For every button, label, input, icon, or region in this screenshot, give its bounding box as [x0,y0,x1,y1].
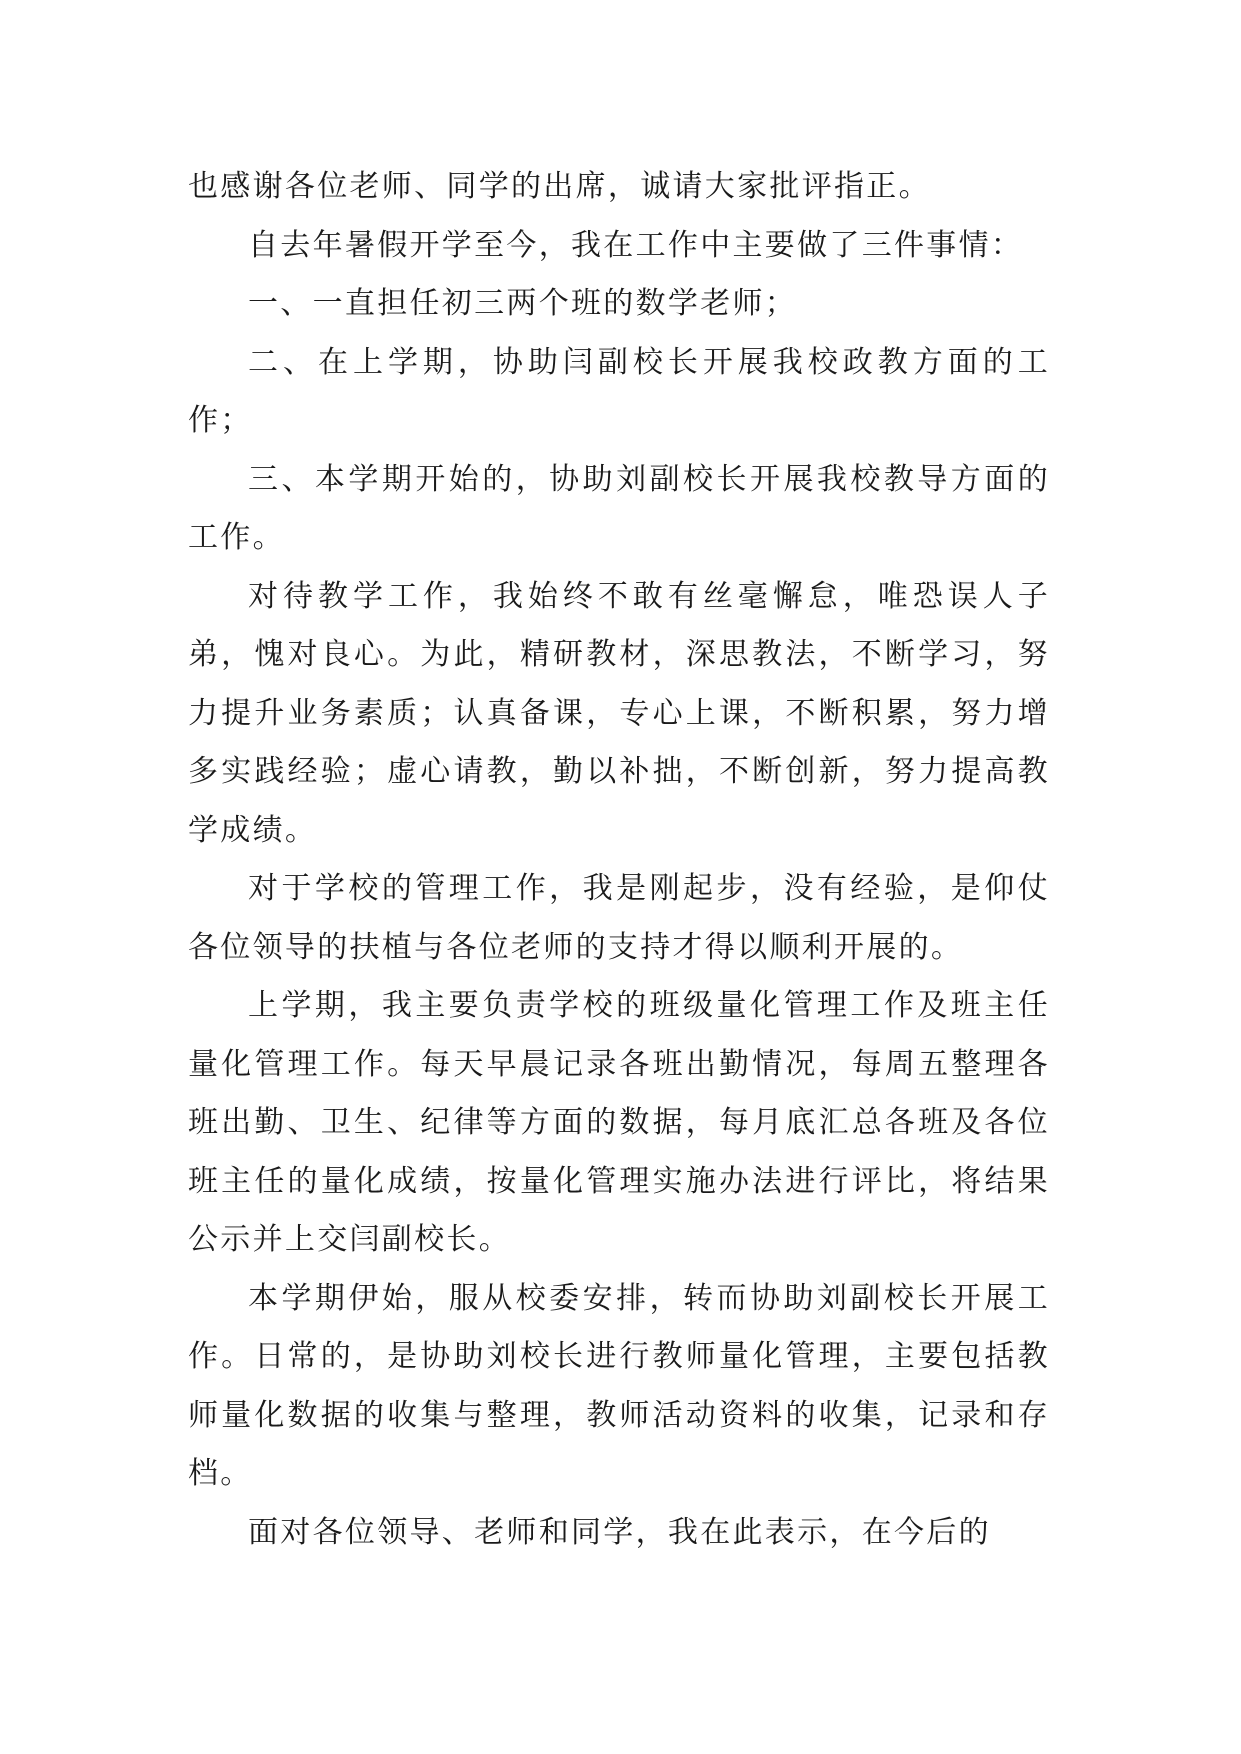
paragraph-teaching: 对待教学工作，我始终不敢有丝毫懈怠，唯恐误人子弟，愧对良心。为此，精研教材，深思教法，不断学习，努力提升业务素质；认真备课，专心上课，不断积累，努力增多实践经验；虚心请教，勤以补拙，不断创新，努力提高教学成绩。 [188,578,1050,848]
paragraph-item-one: 一、一直担任初三两个班的数学老师； [248,286,798,321]
paragraph-item-three: 三、本学期开始的，协助刘副校长开展我校教导方面的工作。 [188,461,1050,555]
paragraph-this-term: 本学期伊始，服从校委安排，转而协助刘副校长开展工作。日常的，是协助刘校长进行教师量化管理，主要包括教师量化数据的收集与整理，教师活动资料的收集，记录和存档。 [188,1280,1050,1491]
paragraph-continuation: 也感谢各位老师、同学的出席，诚请大家批评指正。 [188,169,931,204]
paragraph-closing: 面对各位领导、老师和同学，我在此表示，在今后的 [248,1514,991,1550]
paragraph-work-intro: 自去年暑假开学至今，我在工作中主要做了三件事情： [248,227,1024,263]
paragraph-management: 对于学校的管理工作，我是刚起步，没有经验，是仰仗各位领导的扶植与各位老师的支持才得以顺利开展的。 [188,871,1050,965]
paragraph-last-term: 上学期，我主要负责学校的班级量化管理工作及班主任量化管理工作。每天早晨记录各班出勤情况，每周五整理各班出勤、卫生、纪律等方面的数据，每月底汇总各班及各位班主任的量化成绩，按量化管理实施办法进行评比，将结果公示并上交闫副校长。 [188,988,1050,1257]
paragraph-item-two: 二、在上学期，协助闫副校长开展我校政教方面的工作； [188,344,1050,438]
document-body [188,158,1050,1562]
